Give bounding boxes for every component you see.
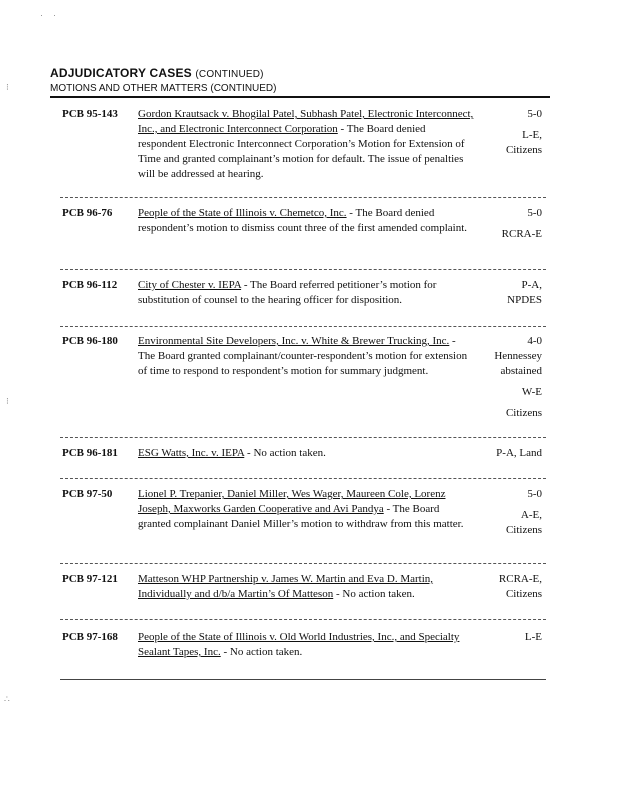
case-caption: People of the State of Illinois v. Old World Industries, Inc., and Specialty Sealant Tapes, Inc.	[138, 631, 460, 658]
case-number: PCB 96-181	[62, 447, 118, 459]
case-caption: Matteson WHP Partnership v. James W. Martin and Eva D. Martin, Individually and d/b/a Martin’s Of Matteson	[138, 573, 434, 600]
divider	[60, 563, 546, 564]
section-title-suffix: (CONTINUED)	[195, 69, 264, 80]
vote-line: 5-0	[527, 207, 542, 219]
case-description	[138, 278, 474, 308]
vote-line: Citizens	[505, 524, 542, 536]
case-vote	[462, 572, 542, 602]
vote-line: RCRA-E,	[498, 573, 542, 585]
case-description	[138, 446, 474, 461]
vote-line: Citizens	[505, 407, 542, 419]
case-description	[138, 206, 474, 236]
section-subtitle: MOTIONS AND OTHER MATTERS (CONTINUED)	[50, 82, 550, 98]
vote-line: Citizens	[505, 588, 542, 600]
vote-line: P-A,	[521, 279, 542, 291]
case-vote	[462, 107, 542, 158]
case-text: - No action taken.	[220, 646, 303, 658]
vote-line: 4-0	[527, 335, 542, 347]
case-description	[138, 107, 474, 182]
vote-line: A-E,	[520, 509, 542, 521]
vote-line: L-E	[524, 631, 542, 643]
case-caption: People of the State of Illinois v. Chemetco, Inc.	[138, 207, 347, 219]
scan-artifact: ⁝	[6, 396, 9, 406]
vote-line: L-E,	[522, 129, 542, 141]
vote-line: W-E	[521, 386, 542, 398]
scan-artifact: ∴	[4, 694, 10, 704]
case-text: - The Board referred petitioner’s motion for substitution of counsel to the hearing officer for disposition.	[138, 279, 437, 306]
case-caption: Gordon Krautsack v. Bhogilal Patel, Subhash Patel, Electronic Interconnect, Inc., and Electronic Interconnect Corporation	[138, 108, 474, 135]
case-caption: Lionel P. Trepanier, Daniel Miller, Wes Wager, Maureen Cole, Lorenz Joseph, Maxworks Garden Cooperative and Avi Pandya	[138, 488, 446, 515]
case-number: PCB 97-168	[62, 631, 118, 643]
vote-line: NPDES	[507, 294, 542, 306]
case-description	[138, 630, 474, 660]
case-number: PCB 96-180	[62, 335, 118, 347]
vote-line: 5-0	[527, 488, 542, 500]
vote-line: 5-0	[527, 108, 542, 120]
case-caption: Environmental Site Developers, Inc. v. White & Brewer Trucking, Inc.	[138, 335, 450, 347]
case-text: - The Board granted complainant Daniel Miller’s motion to withdraw from this matter.	[138, 503, 464, 530]
scan-artifact: · ·	[40, 10, 56, 20]
case-description	[138, 487, 474, 532]
case-text: - No action taken.	[244, 447, 326, 459]
case-vote	[462, 630, 542, 645]
case-number: PCB 96-112	[62, 279, 118, 291]
divider	[60, 197, 546, 198]
section-header	[50, 66, 550, 98]
case-vote	[462, 334, 542, 421]
case-text: - The Board denied respondent Electronic Interconnect Corporation’s Motion for Extension of Time and granted complainant’s motion for default. The issue of penalties will be addressed at hearing.	[138, 123, 465, 180]
case-number: PCB 95-143	[62, 108, 118, 120]
divider	[60, 679, 546, 680]
case-vote	[462, 446, 542, 461]
case-text: - The Board granted complainant/counter-respondent’s motion for extension of time to respond to respondent’s motion for summary judgment.	[138, 335, 468, 377]
divider	[60, 326, 546, 327]
case-text: - No action taken.	[333, 588, 415, 600]
scan-artifact: ⁝	[6, 82, 9, 92]
case-description	[138, 572, 474, 602]
divider	[60, 478, 546, 479]
divider	[60, 619, 546, 620]
case-number: PCB 96-76	[62, 207, 113, 219]
case-vote	[462, 206, 542, 242]
case-number: PCB 97-121	[62, 573, 118, 585]
divider	[60, 269, 546, 270]
vote-line: abstained	[500, 365, 542, 377]
vote-line: P-A, Land	[496, 447, 542, 459]
case-vote	[462, 278, 542, 308]
case-text: - The Board denied respondent’s motion to dismiss count three of the first amended complaint.	[138, 207, 468, 234]
section-title	[50, 66, 550, 82]
case-caption: ESG Watts, Inc. v. IEPA	[138, 447, 245, 459]
vote-line: Citizens	[505, 144, 542, 156]
case-description	[138, 334, 474, 379]
divider	[60, 437, 546, 438]
case-caption: City of Chester v. IEPA	[138, 279, 242, 291]
vote-line: Hennessey	[494, 350, 542, 362]
section-title-text: ADJUDICATORY CASES	[50, 66, 192, 80]
case-vote	[462, 487, 542, 538]
vote-line: RCRA-E	[501, 228, 542, 240]
case-number: PCB 97-50	[62, 488, 113, 500]
